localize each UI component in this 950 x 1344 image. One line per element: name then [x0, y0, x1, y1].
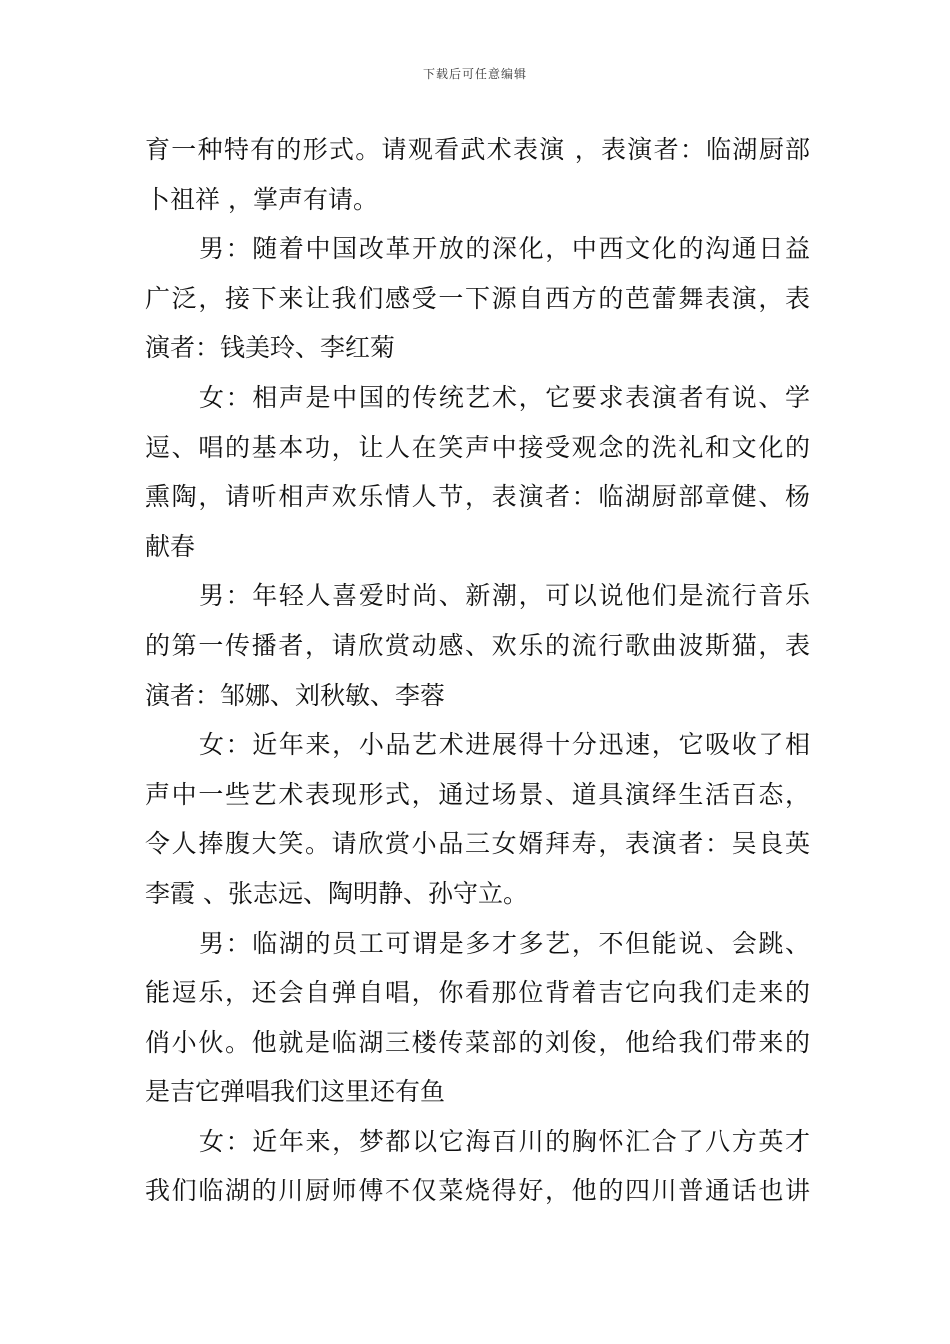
paragraph-start: 女：近年来，梦都以它海百川的胸怀汇合了八方英才	[199, 1126, 810, 1156]
document-body	[145, 125, 810, 1216]
text-line: 令人捧腹大笑。请欣赏小品三女婿拜寿，表演者：吴良英	[145, 829, 810, 859]
text-line: 声中一些艺术表现形式，通过场景、道具演绎生活百态，	[145, 779, 810, 809]
text-line: 我们临湖的川厨师傅不仅菜烧得好，他的四川普通话也讲	[145, 1176, 810, 1206]
text-line: 能逗乐，还会自弹自唱，你看那位背着吉它向我们走来的	[145, 978, 810, 1008]
paragraph-start: 女：相声是中国的传统艺术，它要求表演者有说、学	[199, 382, 810, 412]
text-line: 广泛，接下来让我们感受一下源自西方的芭蕾舞表演，表	[145, 283, 810, 313]
paragraph-start: 女：近年来，小品艺术进展得十分迅速，它吸收了相	[199, 730, 810, 760]
text-line: 逗、唱的基本功，让人在笑声中接受观念的洗礼和文化的	[145, 432, 810, 462]
text-line: 演者：钱美玲、李红菊	[145, 333, 396, 363]
text-line: 的第一传播者，请欣赏动感、欢乐的流行歌曲波斯猫，表	[145, 630, 810, 660]
paragraph-start: 男：年轻人喜爱时尚、新潮，可以说他们是流行音乐	[199, 581, 810, 611]
text-line: 卜祖祥 ，掌声有请。	[145, 184, 378, 214]
text-line: 俏小伙。他就是临湖三楼传菜部的刘俊，他给我们带来的	[145, 1027, 810, 1057]
page-header: 下载后可任意编辑	[422, 67, 527, 81]
text-line: 是吉它弹唱我们这里还有鱼	[145, 1077, 446, 1107]
paragraph-start: 男：随着中国改革开放的深化，中西文化的沟通日益	[199, 234, 810, 264]
text-line: 熏陶，请听相声欢乐情人节，表演者：临湖厨部章健、杨	[145, 482, 810, 512]
text-line: 演者：邹娜、刘秋敏、李蓉	[145, 680, 446, 710]
text-line: 李霞 、张志远、陶明静、孙守立。	[145, 878, 528, 908]
text-line: 育一种特有的形式。请观看武术表演 ，表演者：临湖厨部	[145, 135, 810, 164]
text-line: 献春	[145, 531, 196, 561]
paragraph-start: 男：临湖的员工可谓是多才多艺，不但能说、会跳、	[199, 928, 810, 958]
